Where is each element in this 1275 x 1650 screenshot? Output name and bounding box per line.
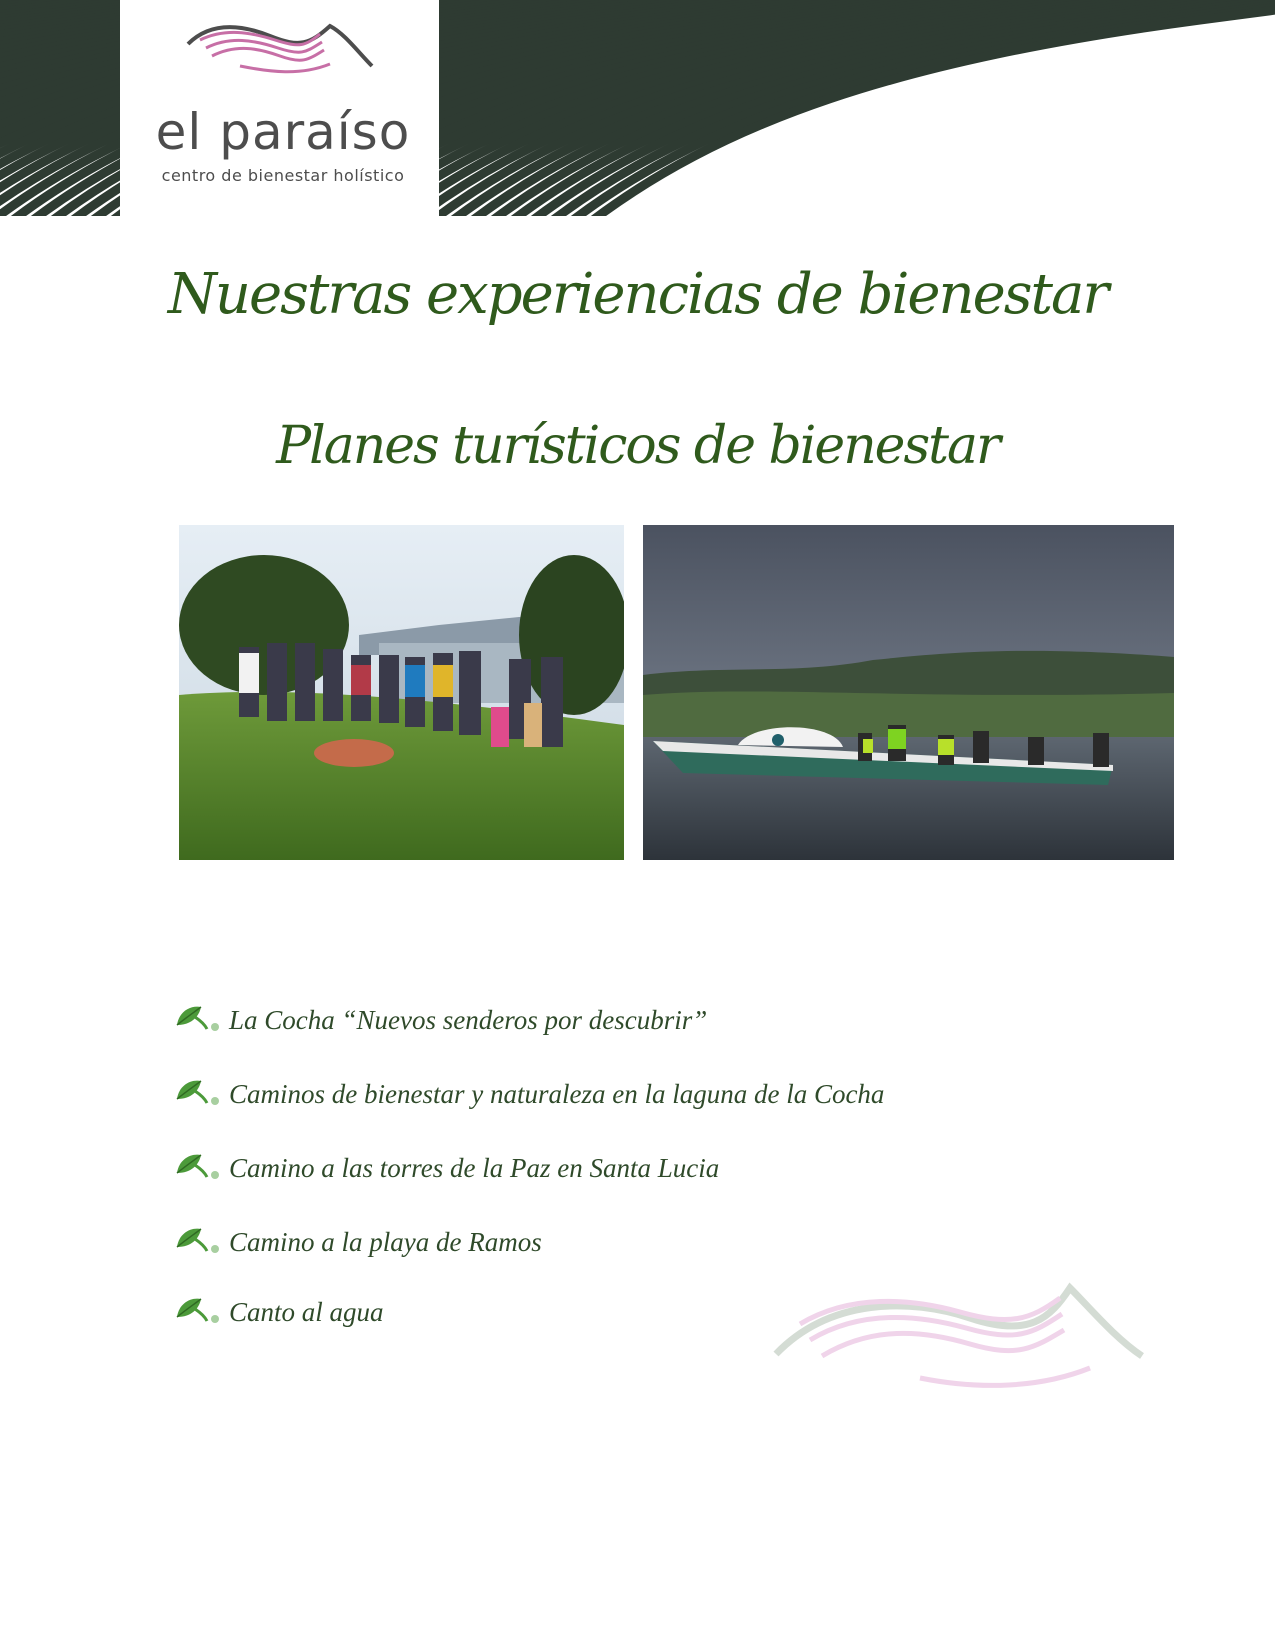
list-item xyxy=(175,1000,1075,1040)
page-title: Nuestras experiencias de bienestar xyxy=(167,262,1108,327)
list-item xyxy=(175,1148,1075,1188)
list-item xyxy=(175,1074,1075,1114)
header-banner xyxy=(0,0,1275,216)
leaf-icon xyxy=(175,1077,221,1111)
boat-photo xyxy=(643,525,1174,860)
plan-label: La Cocha “Nuevos senderos por descubrir” xyxy=(229,1004,708,1035)
leaf-icon xyxy=(175,1225,221,1259)
list-item xyxy=(175,1222,1075,1262)
group-photo xyxy=(179,525,624,860)
plan-label: Camino a las torres de la Paz en Santa Lucia xyxy=(229,1152,720,1183)
leaf-icon xyxy=(175,1151,221,1185)
brand-tagline: centro de bienestar holístico xyxy=(161,166,405,185)
plan-label: Canto al agua xyxy=(229,1296,384,1327)
leaf-icon xyxy=(175,1003,221,1037)
section-title: Planes turísticos de bienestar xyxy=(276,416,999,476)
logo-watermark-icon xyxy=(770,1258,1150,1398)
plan-label: Camino a la playa de Ramos xyxy=(229,1226,542,1257)
plan-label: Caminos de bienestar y naturaleza en la laguna de la Cocha xyxy=(229,1078,885,1109)
leaf-icon xyxy=(175,1295,221,1329)
wave-bird-logo-icon xyxy=(180,14,380,84)
brand-logo xyxy=(120,0,439,216)
brand-name: el paraíso xyxy=(155,103,411,161)
